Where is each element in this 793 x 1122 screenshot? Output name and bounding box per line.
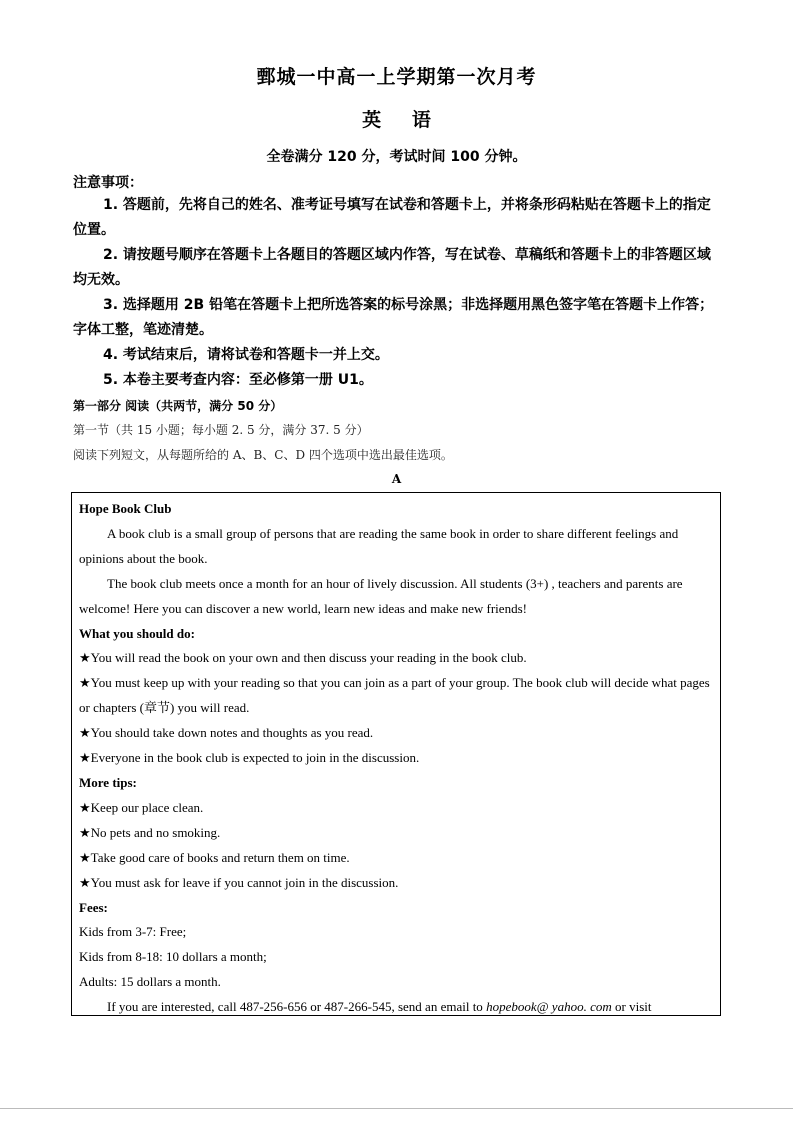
list-item bbox=[79, 846, 713, 871]
notice-item: 5. 本卷主要考查内容：至必修第一册 U1。 bbox=[103, 372, 373, 388]
list-item bbox=[79, 746, 713, 771]
contact-prefix: If you are interested, call 487-256-656 or 487-266-545, send an email to bbox=[107, 999, 487, 1015]
fee-line: Kids from 3-7: Free; bbox=[79, 924, 187, 940]
list-item bbox=[79, 871, 713, 896]
list-item-text: Take good care of books and return them on time. bbox=[90, 849, 350, 865]
list-item-text: You must keep up with your reading so that you can join as a part of your group. The book club will decide what pages or chapters (章节) you will read. bbox=[79, 675, 710, 716]
subject-char-1: 英 bbox=[362, 109, 382, 131]
list-item bbox=[79, 721, 713, 746]
passage-label: A bbox=[391, 472, 402, 486]
list-item-text: You should take down notes and thoughts as you read. bbox=[90, 725, 374, 741]
list-item-text: You must ask for leave if you cannot join in the discussion. bbox=[90, 874, 399, 890]
star-bullet-icon: ★ bbox=[79, 650, 91, 666]
list-item-text: No pets and no smoking. bbox=[90, 824, 221, 840]
fee-line: Kids from 8-18: 10 dollars a month; bbox=[79, 949, 267, 965]
star-bullet-icon: ★ bbox=[79, 874, 91, 890]
passage-box bbox=[71, 492, 721, 1016]
list-item-text: You will read the book on your own and then discuss your reading in the book club. bbox=[90, 650, 527, 666]
star-bullet-icon: ★ bbox=[79, 799, 91, 815]
list-item-text: Keep our place clean. bbox=[90, 799, 204, 815]
contact-email: hopebook@ yahoo. com bbox=[486, 999, 612, 1015]
passage-title: Hope Book Club bbox=[79, 501, 172, 516]
contact-line bbox=[79, 995, 713, 1016]
tips-heading: More tips: bbox=[79, 774, 137, 790]
fee-line: Adults: 15 dollars a month. bbox=[79, 974, 221, 990]
star-bullet-icon: ★ bbox=[79, 849, 91, 865]
should-do-heading: What you should do: bbox=[79, 625, 195, 641]
list-item bbox=[79, 646, 713, 671]
notice-item: 4. 考试结束后，请将试卷和答题卡一并上交。 bbox=[103, 347, 389, 363]
passage-paragraph: A book club is a small group of persons that are reading the same book in order to share different feelings and opinions about the book. bbox=[79, 525, 679, 566]
contact-suffix: or visit bbox=[611, 999, 652, 1015]
notice-item: 3. 选择题用 2B 铅笔在答题卡上把所选答案的标号涂黑；非选择题用黑色签字笔在答题卡上作答；字体工整，笔迹清楚。 bbox=[73, 297, 714, 338]
star-bullet-icon: ★ bbox=[79, 750, 91, 766]
notice-title: 注意事项： bbox=[73, 175, 143, 191]
list-item bbox=[79, 821, 713, 846]
subject-heading bbox=[0, 105, 793, 132]
part-heading: 第一部分 阅读（共两节，满分 50 分） bbox=[73, 399, 283, 413]
fees-heading: Fees: bbox=[79, 899, 108, 915]
exam-title: 鄄城一中高一上学期第一次月考 bbox=[256, 66, 537, 88]
page-divider bbox=[0, 1108, 793, 1109]
notice-item: 1. 答题前，先将自己的姓名、准考证号填写在试卷和答题卡上，并将条形码粘贴在答题卡上的指定位置。 bbox=[73, 197, 711, 238]
star-bullet-icon: ★ bbox=[79, 725, 91, 741]
subject-char-2: 语 bbox=[411, 109, 431, 131]
notice-item: 2. 请按题号顺序在答题卡上各题目的答题区域内作答，写在试卷、草稿纸和答题卡上的非答题区域均无效。 bbox=[73, 247, 711, 288]
list-item-text: Everyone in the book club is expected to join in the discussion. bbox=[90, 750, 420, 766]
reading-instruction: 阅读下列短文，从每题所给的 A、B、C、D 四个选项中选出最佳选项。 bbox=[73, 448, 453, 462]
star-bullet-icon: ★ bbox=[79, 824, 91, 840]
passage-paragraph: The book club meets once a month for an hour of lively discussion. All students (3+) , teachers and parents are welcome! Here you can discover a new world, learn new ideas and make new friends! bbox=[79, 575, 683, 616]
score-info: 全卷满分 120 分，考试时间 100 分钟。 bbox=[266, 149, 527, 165]
notice-list bbox=[73, 193, 723, 393]
list-item bbox=[79, 796, 713, 821]
section-heading: 第一节（共 15 小题；每小题 2. 5 分，满分 37. 5 分） bbox=[73, 423, 369, 437]
star-bullet-icon: ★ bbox=[79, 675, 91, 691]
list-item bbox=[79, 671, 713, 721]
